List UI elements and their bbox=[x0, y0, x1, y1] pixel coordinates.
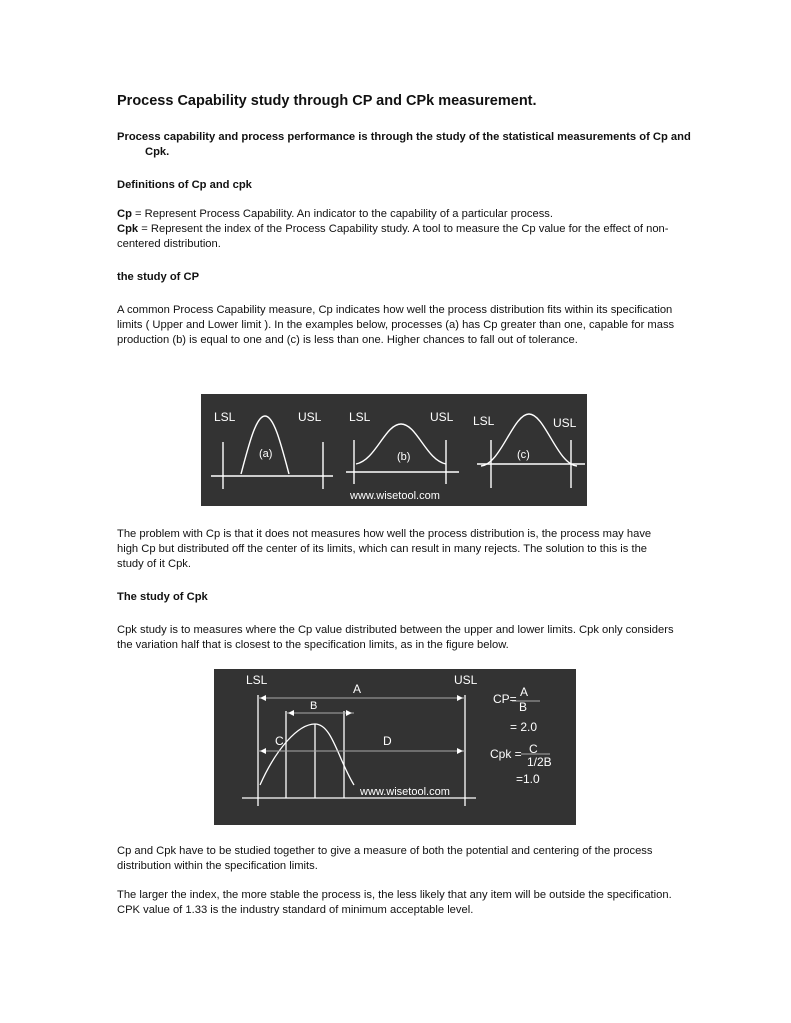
cpk-value: =1.0 bbox=[516, 772, 540, 786]
dimension-c-label: C bbox=[275, 734, 284, 748]
figure2-credit: www.wisetool.com bbox=[360, 786, 450, 798]
cp-comparison-diagram bbox=[201, 394, 587, 506]
label-a: (a) bbox=[259, 448, 273, 460]
cp-problem-paragraph: The problem with Cp is that it does not measures how well the process distribution is, the process may have high Cp but distributed off the center of its limits, which can result in many rejects. The solution to this is the study of it Cpk. bbox=[117, 528, 652, 570]
intro-paragraph: Process capability and process performance is through the study of the statistical measurements of Cp and Cpk. bbox=[117, 131, 691, 158]
definition-cp-text: = Represent Process Capability. An indicator to the capability of a particular process. bbox=[131, 208, 554, 220]
larger-index-paragraph: The larger the index, the more stable the process is, the less likely that any item will be outside the specification. CPK value of 1.33 is the industry standard of minimum acceptable level. bbox=[117, 889, 672, 916]
cpk-formula-label: Cpk = bbox=[490, 747, 522, 761]
definition-cp-term: Cp bbox=[117, 208, 132, 220]
cp-comparison-figure bbox=[201, 394, 587, 506]
distribution-curve-a bbox=[241, 416, 289, 474]
lsl-label-c: LSL bbox=[473, 414, 495, 428]
cpk-heading: The study of Cpk bbox=[117, 591, 208, 603]
cpk-diagram bbox=[214, 669, 576, 825]
dimension-b-label: B bbox=[310, 700, 318, 712]
cp-paragraph: A common Process Capability measure, Cp indicates how well the process distribution fits within its specification limits ( Upper and Lower limit ). In the examples below, processes (a) has Cp greater than one, capable for mass production (b) is equal to one and (c) is less than one. Higher chances to fall out of tolerance. bbox=[117, 304, 675, 346]
cp-heading: the study of CP bbox=[117, 271, 200, 283]
lsl-label-a: LSL bbox=[214, 410, 236, 424]
cp-formula-denominator: B bbox=[519, 700, 528, 714]
lsl-label-b: LSL bbox=[349, 410, 371, 424]
cp-formula-label: CP= bbox=[493, 692, 517, 706]
cpk-formula-numerator: C bbox=[529, 742, 538, 756]
definitions-heading: Definitions of Cp and cpk bbox=[117, 179, 252, 191]
usl-label-b: USL bbox=[430, 410, 454, 424]
figure1-credit: www.wisetool.com bbox=[350, 490, 440, 502]
together-paragraph: Cp and Cpk have to be studied together to give a measure of both the potential and centering of the process distribution within the specification limits. bbox=[117, 845, 653, 872]
cpk-figure bbox=[214, 669, 576, 825]
cpk-formula-denominator: 1/2B bbox=[527, 755, 552, 769]
dimension-a-label: A bbox=[353, 682, 362, 696]
label-c: (c) bbox=[517, 449, 530, 461]
cpk-paragraph: Cpk study is to measures where the Cp value distributed between the upper and lower limits. Cpk only considers the variation half that is closest to the specification limits, as in the figure below. bbox=[117, 624, 674, 651]
usl-label-a: USL bbox=[298, 410, 322, 424]
usl-label-c: USL bbox=[553, 416, 577, 430]
cp-value: = 2.0 bbox=[510, 720, 538, 734]
definition-cp bbox=[117, 207, 675, 222]
cp-formula-numerator: A bbox=[520, 685, 529, 699]
cpk-lsl-label: LSL bbox=[246, 673, 268, 687]
dimension-d-label: D bbox=[383, 734, 392, 748]
definition-cpk bbox=[117, 222, 675, 252]
cpk-usl-label: USL bbox=[454, 673, 478, 687]
page-title: Process Capability study through CP and CPk measurement. bbox=[117, 93, 537, 109]
label-b: (b) bbox=[397, 451, 411, 463]
definition-cpk-text: = Represent the index of the Process Capability study. A tool to measure the Cp value for the effect of non-centered distribution. bbox=[117, 223, 669, 250]
definition-cpk-term: Cpk bbox=[117, 223, 139, 235]
